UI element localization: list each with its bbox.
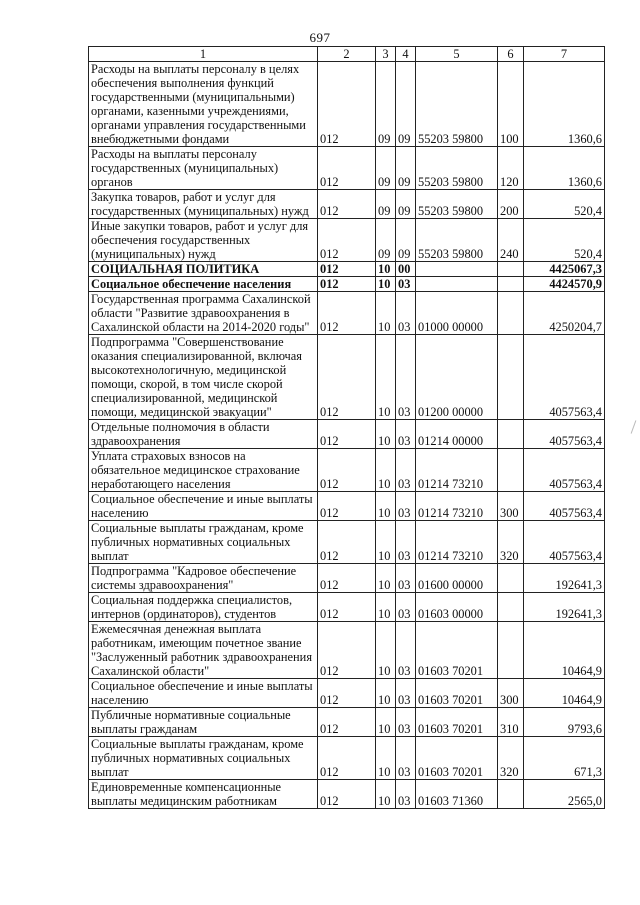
- cell-section: 09: [376, 147, 396, 190]
- column-header: 3: [376, 47, 396, 62]
- cell-amount: 10464,9: [524, 679, 605, 708]
- cell-target-article: 55203 59800: [416, 62, 498, 147]
- cell-expense-type: 300: [498, 492, 524, 521]
- table-row: [89, 492, 605, 521]
- cell-subsection: 00: [396, 262, 416, 277]
- cell-admin-code: 012: [318, 708, 376, 737]
- cell-amount: 4425067,3: [524, 262, 605, 277]
- table-row: [89, 420, 605, 449]
- cell-admin-code: 012: [318, 262, 376, 277]
- cell-target-article: 01600 00000: [416, 564, 498, 593]
- cell-section: 10: [376, 564, 396, 593]
- cell-expense-type: [498, 335, 524, 420]
- cell-expense-type: 310: [498, 708, 524, 737]
- cell-amount: 192641,3: [524, 593, 605, 622]
- cell-amount: 2565,0: [524, 780, 605, 809]
- cell-admin-code: 012: [318, 449, 376, 492]
- cell-section: 10: [376, 420, 396, 449]
- cell-expense-type: [498, 449, 524, 492]
- cell-subsection: 03: [396, 420, 416, 449]
- cell-subsection: 03: [396, 564, 416, 593]
- cell-target-article: 01000 00000: [416, 292, 498, 335]
- table-row: [89, 449, 605, 492]
- cell-subsection: 09: [396, 219, 416, 262]
- cell-target-article: [416, 262, 498, 277]
- cell-amount: 9793,6: [524, 708, 605, 737]
- cell-subsection: 03: [396, 593, 416, 622]
- cell-admin-code: 012: [318, 780, 376, 809]
- table-row: [89, 262, 605, 277]
- cell-amount: 4057563,4: [524, 335, 605, 420]
- cell-expense-type: 320: [498, 521, 524, 564]
- cell-subsection: 03: [396, 449, 416, 492]
- cell-subsection: 03: [396, 679, 416, 708]
- cell-subsection: 03: [396, 292, 416, 335]
- cell-amount: 192641,3: [524, 564, 605, 593]
- table-row: [89, 737, 605, 780]
- table-row: [89, 593, 605, 622]
- cell-amount: 4057563,4: [524, 420, 605, 449]
- cell-amount: 4057563,4: [524, 492, 605, 521]
- column-header: 6: [498, 47, 524, 62]
- table-row: [89, 62, 605, 147]
- cell-section: 09: [376, 190, 396, 219]
- cell-amount: 1360,6: [524, 147, 605, 190]
- cell-section: 10: [376, 622, 396, 679]
- table-row: [89, 679, 605, 708]
- cell-admin-code: 012: [318, 521, 376, 564]
- cell-admin-code: 012: [318, 593, 376, 622]
- cell-subsection: 09: [396, 62, 416, 147]
- cell-amount: 520,4: [524, 190, 605, 219]
- cell-expense-type: [498, 420, 524, 449]
- cell-target-article: 55203 59800: [416, 190, 498, 219]
- cell-section: 10: [376, 277, 396, 292]
- cell-target-article: 01214 73210: [416, 449, 498, 492]
- cell-expense-type: [498, 622, 524, 679]
- row-name: Социальная поддержка специалистов, интернов (ординаторов), студентов: [89, 593, 318, 622]
- cell-section: 10: [376, 708, 396, 737]
- row-name: Социальное обеспечение и иные выплаты населению: [89, 492, 318, 521]
- row-name: Социальное обеспечение и иные выплаты населению: [89, 679, 318, 708]
- cell-expense-type: [498, 277, 524, 292]
- cell-expense-type: [498, 564, 524, 593]
- cell-section: 10: [376, 335, 396, 420]
- cell-admin-code: 012: [318, 679, 376, 708]
- row-name: Подпрограмма "Совершенствование оказания специализированной, включая высокотехнологичную, медицинской помощи, скорой, в том числе скорой специализированной, медицинской помощи, медицинской эвакуации": [89, 335, 318, 420]
- cell-section: 10: [376, 262, 396, 277]
- cell-amount: 4057563,4: [524, 521, 605, 564]
- cell-expense-type: [498, 593, 524, 622]
- cell-admin-code: 012: [318, 219, 376, 262]
- cell-expense-type: 240: [498, 219, 524, 262]
- cell-expense-type: 300: [498, 679, 524, 708]
- table-row: [89, 708, 605, 737]
- table-row: [89, 277, 605, 292]
- scan-mark: [631, 420, 637, 433]
- table-row: [89, 622, 605, 679]
- cell-admin-code: 012: [318, 492, 376, 521]
- cell-admin-code: 012: [318, 737, 376, 780]
- cell-section: 09: [376, 219, 396, 262]
- cell-amount: 4057563,4: [524, 449, 605, 492]
- column-header: 7: [524, 47, 605, 62]
- column-header: 4: [396, 47, 416, 62]
- row-name: Иные закупки товаров, работ и услуг для обеспечения государственных (муниципальных) нужд: [89, 219, 318, 262]
- page-number: 697: [309, 30, 331, 45]
- cell-subsection: 03: [396, 708, 416, 737]
- cell-section: 10: [376, 492, 396, 521]
- cell-expense-type: [498, 780, 524, 809]
- row-name: Уплата страховых взносов на обязательное медицинское страхование неработающего населения: [89, 449, 318, 492]
- table-body: [89, 62, 605, 809]
- cell-amount: 520,4: [524, 219, 605, 262]
- cell-amount: 10464,9: [524, 622, 605, 679]
- cell-target-article: 01603 70201: [416, 708, 498, 737]
- cell-amount: 4424570,9: [524, 277, 605, 292]
- cell-amount: 671,3: [524, 737, 605, 780]
- column-header: 2: [318, 47, 376, 62]
- cell-subsection: 03: [396, 492, 416, 521]
- row-name: СОЦИАЛЬНАЯ ПОЛИТИКА: [89, 262, 318, 277]
- row-name: Публичные нормативные социальные выплаты гражданам: [89, 708, 318, 737]
- column-header: 5: [416, 47, 498, 62]
- cell-target-article: 01603 70201: [416, 737, 498, 780]
- cell-target-article: [416, 277, 498, 292]
- table-row: [89, 564, 605, 593]
- table-row: [89, 780, 605, 809]
- row-name: Социальные выплаты гражданам, кроме публичных нормативных социальных выплат: [89, 737, 318, 780]
- cell-section: 10: [376, 521, 396, 564]
- budget-table: [88, 46, 605, 809]
- cell-section: 10: [376, 593, 396, 622]
- cell-admin-code: 012: [318, 335, 376, 420]
- cell-target-article: 01214 73210: [416, 492, 498, 521]
- column-header: 1: [89, 47, 318, 62]
- row-name: Ежемесячная денежная выплата работникам, имеющим почетное звание "Заслуженный работник здравоохранения Сахалинской области": [89, 622, 318, 679]
- cell-target-article: 01603 70201: [416, 679, 498, 708]
- cell-section: 10: [376, 449, 396, 492]
- row-name: Единовременные компенсационные выплаты медицинским работникам: [89, 780, 318, 809]
- cell-target-article: 01603 71360: [416, 780, 498, 809]
- cell-admin-code: 012: [318, 62, 376, 147]
- cell-subsection: 09: [396, 190, 416, 219]
- row-name: Социальные выплаты гражданам, кроме публичных нормативных социальных выплат: [89, 521, 318, 564]
- cell-section: 10: [376, 679, 396, 708]
- cell-section: 10: [376, 292, 396, 335]
- cell-target-article: 01603 00000: [416, 593, 498, 622]
- cell-target-article: 01214 00000: [416, 420, 498, 449]
- cell-expense-type: [498, 262, 524, 277]
- table-row: [89, 335, 605, 420]
- row-name: Отдельные полномочия в области здравоохранения: [89, 420, 318, 449]
- cell-section: 10: [376, 780, 396, 809]
- row-name: Расходы на выплаты персоналу в целях обеспечения выполнения функций государственными (муниципальными) органами, казенными учреждениями, органами управления государственными внебюджетными фондами: [89, 62, 318, 147]
- cell-amount: 1360,6: [524, 62, 605, 147]
- row-name: Расходы на выплаты персоналу государственных (муниципальных) органов: [89, 147, 318, 190]
- cell-target-article: 01200 00000: [416, 335, 498, 420]
- cell-expense-type: [498, 292, 524, 335]
- cell-admin-code: 012: [318, 564, 376, 593]
- cell-subsection: 03: [396, 780, 416, 809]
- row-name: Государственная программа Сахалинской области "Развитие здравоохранения в Сахалинской области на 2014-2020 годы": [89, 292, 318, 335]
- cell-section: 09: [376, 62, 396, 147]
- table-row: [89, 292, 605, 335]
- table-row: [89, 190, 605, 219]
- row-name: Подпрограмма "Кадровое обеспечение системы здравоохранения": [89, 564, 318, 593]
- cell-expense-type: 100: [498, 62, 524, 147]
- cell-amount: 4250204,7: [524, 292, 605, 335]
- cell-target-article: 01214 73210: [416, 521, 498, 564]
- cell-expense-type: 120: [498, 147, 524, 190]
- cell-subsection: 09: [396, 147, 416, 190]
- cell-admin-code: 012: [318, 277, 376, 292]
- row-name: Закупка товаров, работ и услуг для государственных (муниципальных) нужд: [89, 190, 318, 219]
- cell-admin-code: 012: [318, 420, 376, 449]
- table-row: [89, 219, 605, 262]
- cell-admin-code: 012: [318, 190, 376, 219]
- cell-admin-code: 012: [318, 147, 376, 190]
- row-name: Социальное обеспечение населения: [89, 277, 318, 292]
- cell-target-article: 55203 59800: [416, 147, 498, 190]
- header-row: [89, 47, 605, 62]
- table-row: [89, 147, 605, 190]
- cell-admin-code: 012: [318, 292, 376, 335]
- cell-section: 10: [376, 737, 396, 780]
- cell-target-article: 01603 70201: [416, 622, 498, 679]
- cell-subsection: 03: [396, 335, 416, 420]
- cell-subsection: 03: [396, 521, 416, 564]
- cell-target-article: 55203 59800: [416, 219, 498, 262]
- cell-expense-type: 320: [498, 737, 524, 780]
- table-row: [89, 521, 605, 564]
- cell-subsection: 03: [396, 277, 416, 292]
- cell-admin-code: 012: [318, 622, 376, 679]
- cell-subsection: 03: [396, 622, 416, 679]
- cell-subsection: 03: [396, 737, 416, 780]
- cell-expense-type: 200: [498, 190, 524, 219]
